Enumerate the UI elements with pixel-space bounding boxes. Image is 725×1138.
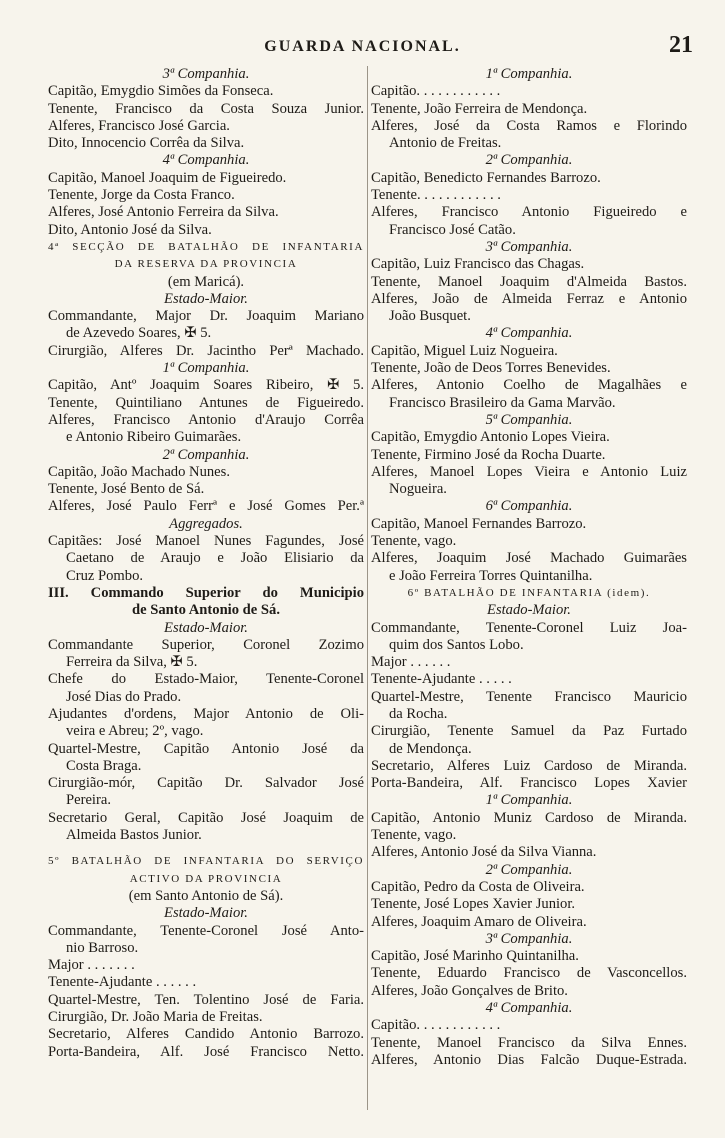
text-line: Tenente, Firmino José da Rocha Duarte. (371, 446, 606, 463)
section-heading: Ferreira da Silva, ✠ 5. (66, 654, 198, 671)
section-heading: 1ª Companhia. (485, 792, 573, 809)
text-line: Alferes, Francisco Antonio Figueiredo e (371, 204, 687, 221)
text-line: (em Maricá). (167, 273, 245, 290)
section-heading: José Dias do Prado. (66, 688, 182, 705)
text-line: Alferes, José Antonio Ferreira da Silva. (48, 204, 279, 221)
unit-heading: ACTIVO DA PROVINCIA (129, 872, 283, 885)
section-heading: Estado-Maior. (164, 905, 248, 922)
text-line: Alferes, Joaquim Amaro de Oliveira. (371, 913, 587, 930)
text-line: Tenente, João de Deos Torres Benevides. (371, 360, 611, 377)
text-line: Capitão, Luiz Francisco das Chagas. (371, 256, 585, 273)
text-line: Cirurgião, Alferes Dr. Jacintho Perª Machado. (48, 342, 364, 359)
section-heading: 2ª Companhia. (485, 152, 573, 169)
text-line: Major . . . . . . (371, 654, 451, 671)
text-line: Dito, Innocencio Corrêa da Silva. (48, 135, 245, 152)
text-line: Capitão, Emygdio Antonio Lopes Vieira. (371, 429, 610, 446)
section-heading: Estado-Maior. (164, 290, 248, 307)
section-heading: 3ª Companhia. (485, 238, 573, 255)
text-line: Porta-Bandeira, Alf. José Francisco Netto. (48, 1043, 364, 1060)
section-heading: de Mendonça. (389, 740, 472, 757)
text-line: Alferes, Antonio Coelho de Magalhães e (371, 377, 687, 394)
text-line: Capitão. . . . . . . . . . . . (371, 1017, 501, 1034)
text-line: Alferes, João de Almeida Ferraz e Antonio (371, 290, 687, 307)
unit-heading: 5º BATALHÃO DE INFANTARIA DO SERVIÇO (48, 855, 364, 868)
section-heading: 1ª Companhia. (485, 66, 573, 82)
section-heading: Francisco Brasileiro da Gama Marvão. (389, 394, 616, 411)
text-line: Alferes, Francisco Antonio d'Araujo Corrêa (48, 411, 364, 428)
section-heading: Estado-Maior. (487, 602, 571, 619)
section-heading: 2ª Companhia. (162, 446, 250, 463)
text-line: Cirurgião-mór, Capitão Dr. Salvador José (48, 775, 364, 792)
text-line: Porta-Bandeira, Alf. Francisco Lopes Xavier (371, 775, 687, 792)
text-line: Commandante, Tenente-Coronel José Anto- (48, 922, 364, 939)
command-heading: de Santo Antonio de Sá. (131, 602, 280, 619)
text-line: Secretario Geral, Capitão José Joaquim de (48, 809, 364, 826)
section-heading: Pereira. (66, 792, 111, 809)
text-line: Alferes, João Gonçalves de Brito. (371, 982, 568, 999)
section-heading: Antonio de Freitas. (389, 135, 502, 152)
right-column (371, 66, 687, 1069)
section-heading: Cruz Pombo. (66, 567, 144, 584)
text-line: Secretario, Alferes Luiz Cardoso de Miranda. (371, 757, 687, 774)
text-line: Tenente, José Lopes Xavier Junior. (371, 896, 576, 913)
unit-heading: 6º BATALHÃO DE INFANTARIA (idem). (407, 586, 651, 599)
text-line: Tenente, Eduardo Francisco de Vasconcellos. (371, 965, 687, 982)
section-heading: Aggregados. (169, 515, 243, 532)
text-line: Alferes, José da Costa Ramos e Florindo (371, 117, 687, 134)
section-heading: 4ª Companhia. (485, 1000, 573, 1017)
left-column (48, 66, 364, 1061)
text-line: Capitão, Antonio Muniz Cardoso de Miranda. (371, 809, 687, 826)
text-line: Capitão, Manoel Joaquim de Figueiredo. (48, 169, 287, 186)
page-number: 21 (669, 32, 693, 58)
text-line: Alferes, Francisco José Garcia. (48, 117, 230, 134)
text-line: Alferes, Joaquim José Machado Guimarães (371, 550, 687, 567)
section-heading: e João Ferreira Torres Quintanilha. (389, 567, 593, 584)
text-line: Capitão, Miguel Luiz Nogueira. (371, 342, 558, 359)
text-line: Tenente. . . . . . . . . . . . (371, 187, 501, 204)
text-line: Chefe do Estado-Maior, Tenente-Coronel (48, 671, 364, 688)
text-line: Capitão, Antº Joaquim Soares Ribeiro, ✠ 5. (48, 377, 364, 394)
text-line: Tenente, Jorge da Costa Franco. (48, 187, 235, 204)
section-heading: 4ª Companhia. (485, 325, 573, 342)
text-line: Major . . . . . . . (48, 957, 135, 974)
text-line: Tenente, José Bento de Sá. (48, 481, 205, 498)
text-line: Capitão, João Machado Nunes. (48, 463, 230, 480)
section-heading: da Rocha. (389, 705, 448, 722)
text-line: Dito, Antonio José da Silva. (48, 221, 212, 238)
text-line: Quartel-Mestre, Ten. Tolentino José de Faria. (48, 991, 364, 1008)
text-line: Capitão, Manoel Fernandes Barrozo. (371, 515, 587, 532)
text-line: Alferes, Antonio José da Silva Vianna. (371, 844, 597, 861)
text-line: Capitães: José Manoel Nunes Fagundes, José (48, 533, 364, 550)
text-line: Commandante Superior, Coronel Zozimo (48, 636, 364, 653)
spacer (48, 844, 364, 853)
section-heading: 2ª Companhia. (485, 861, 573, 878)
text-line: Alferes, José Paulo Ferrª e José Gomes Per.ª (48, 498, 364, 515)
text-line: Alferes, Manoel Lopes Vieira e Antonio Luiz (371, 463, 687, 480)
page-header (0, 32, 725, 58)
section-heading: e Antonio Ribeiro Guimarães. (66, 429, 242, 446)
unit-heading: DA RESERVA DA PROVINCIA (114, 258, 298, 271)
text-line: Tenente, Francisco da Costa Souza Junior. (48, 100, 364, 117)
text-line: Quartel-Mestre, Tenente Francisco Mauricio (371, 688, 687, 705)
section-heading: Estado-Maior. (164, 619, 248, 636)
unit-heading: 4ª SECÇÃO DE BATALHÃO DE INFANTARIA (48, 240, 364, 253)
column-divider (367, 66, 368, 1110)
text-line: Alferes, Antonio Dias Falcão Duque-Estrada. (371, 1051, 687, 1068)
text-line: Tenente, Manoel Francisco da Silva Ennes. (371, 1034, 687, 1051)
section-heading: 1ª Companhia. (162, 360, 250, 377)
text-line: Ajudantes d'ordens, Major Antonio de Oli- (48, 705, 364, 722)
page-title: GUARDA NACIONAL. (264, 38, 461, 55)
section-heading: Nogueira. (389, 481, 447, 498)
text-line: Tenente, vago. (371, 533, 457, 550)
section-heading: de Azevedo Soares, ✠ 5. (66, 325, 212, 342)
text-line: Cirurgião, Tenente Samuel da Paz Furtado (371, 723, 687, 740)
command-heading: III. Commando Superior do Municipio (48, 584, 364, 601)
text-line: Capitão, Emygdio Simões da Fonseca. (48, 83, 274, 100)
section-heading: 5ª Companhia. (485, 411, 573, 428)
text-line: Tenente-Ajudante . . . . . (371, 671, 512, 688)
section-heading: Francisco José Catão. (389, 221, 516, 238)
section-heading: Almeida Bastos Junior. (66, 827, 202, 844)
section-heading: João Busquet. (389, 308, 471, 325)
section-heading: quim dos Santos Lobo. (389, 636, 524, 653)
section-heading: 3ª Companhia. (162, 66, 250, 82)
section-heading: Costa Braga. (66, 757, 142, 774)
text-line: Secretario, Alferes Candido Antonio Barrozo. (48, 1026, 364, 1043)
text-line: Capitão. . . . . . . . . . . . (371, 83, 501, 100)
text-line: Tenente, vago. (371, 827, 457, 844)
text-line: Capitão, Pedro da Costa de Oliveira. (371, 878, 585, 895)
text-line: Tenente, Quintiliano Antunes de Figueiredo. (48, 394, 364, 411)
text-line: Quartel-Mestre, Capitão Antonio José da (48, 740, 364, 757)
text-line: Tenente, João Ferreira de Mendonça. (371, 100, 588, 117)
text-line: Tenente-Ajudante . . . . . . (48, 974, 197, 991)
section-heading: nio Barroso. (66, 939, 139, 956)
text-line: Commandante, Tenente-Coronel Luiz Joa- (371, 619, 687, 636)
text-line: Tenente, Manoel Joaquim d'Almeida Bastos. (371, 273, 687, 290)
section-heading: Caetano de Araujo e João Elisiario da (66, 550, 364, 567)
text-line: (em Santo Antonio de Sá). (128, 887, 284, 904)
text-line: Capitão, Benedicto Fernandes Barrozo. (371, 169, 601, 186)
text-line: Capitão, José Marinho Quintanilha. (371, 948, 579, 965)
section-heading: veira e Abreu; 2º, vago. (66, 723, 204, 740)
section-heading: 6ª Companhia. (485, 498, 573, 515)
text-line: Cirurgião, Dr. João Maria de Freitas. (48, 1009, 263, 1026)
text-line: Commandante, Major Dr. Joaquim Mariano (48, 308, 364, 325)
section-heading: 4ª Companhia. (162, 152, 250, 169)
section-heading: 3ª Companhia. (485, 930, 573, 947)
